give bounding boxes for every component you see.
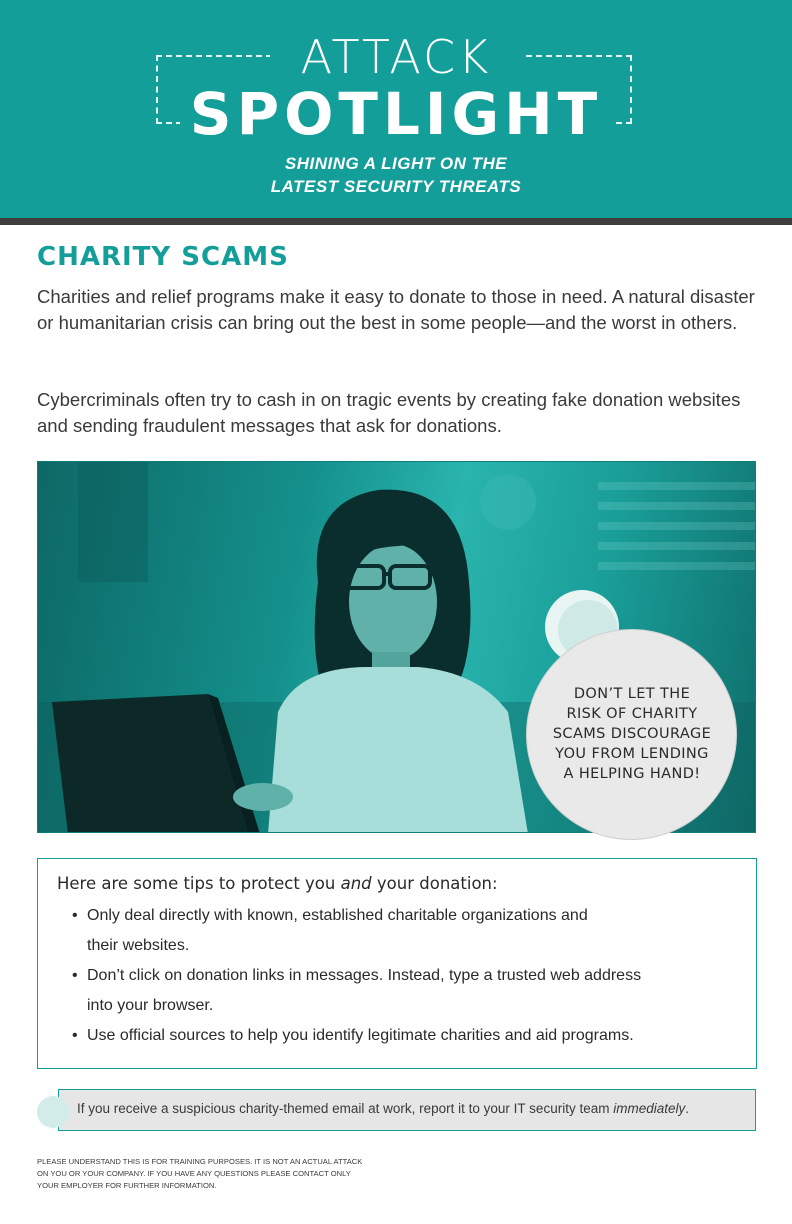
- disclaimer-line-3: YOUR EMPLOYER FOR FURTHER INFORMATION.: [37, 1181, 217, 1190]
- disclaimer-line-2: ON YOU OR YOUR COMPANY. IF YOU HAVE ANY QUESTIONS PLEASE CONTACT ONLY: [37, 1169, 351, 1178]
- tagline: [0, 152, 792, 198]
- title-attack: ATTACK: [300, 30, 492, 84]
- note-emphasis: immediately: [613, 1101, 686, 1116]
- title-spotlight: SPOTLIGHT: [189, 80, 603, 148]
- bullet-icon: •: [72, 1027, 78, 1044]
- tagline-line-1: SHINING A LIGHT ON THE: [284, 154, 508, 173]
- tip-1-line-2: their websites.: [87, 937, 190, 954]
- tip-item-1: [72, 901, 732, 961]
- tips-intro-before: Here are some tips to protect you: [57, 874, 341, 893]
- note-decor-circle: [37, 1096, 69, 1128]
- tip-item-2: [72, 961, 732, 1021]
- tip-2-line-1: Don’t click on donation links in messages. Instead, type a trusted web address: [87, 967, 642, 984]
- tip-2-line-2: into your browser.: [87, 997, 214, 1014]
- tips-intro-after: your donation:: [371, 874, 498, 893]
- callout-text: [540, 684, 724, 784]
- header-banner: [0, 0, 792, 218]
- callout-line-3: SCAMS DISCOURAGE: [552, 726, 712, 742]
- report-note-text: [77, 1101, 747, 1116]
- bullet-icon: •: [72, 967, 78, 984]
- callout-line-4: YOU FROM LENDING: [555, 746, 709, 762]
- disclaimer-line-1: PLEASE UNDERSTAND THIS IS FOR TRAINING PURPOSES. IT IS NOT AN ACTUAL ATTACK: [37, 1157, 363, 1166]
- callout-line-2: RISK OF CHARITY: [566, 706, 698, 722]
- tips-intro-emphasis: and: [340, 874, 372, 893]
- second-paragraph: Cybercriminals often try to cash in on tragic events by creating fake donation websites and sending fraudulent messages that ask for donations.: [37, 389, 741, 436]
- tip-item-3: [72, 1021, 732, 1051]
- tagline-line-2: LATEST SECURITY THREATS: [270, 177, 522, 196]
- training-disclaimer: [37, 1156, 397, 1192]
- intro-paragraph: Charities and relief programs make it easy to donate to those in need. A natural disaster or humanitarian crisis can bring out the best in some people—and the worst in others.: [37, 286, 755, 333]
- note-main: If you receive a suspicious charity-themed email at work, report it to your IT security team: [77, 1101, 614, 1116]
- tip-1-line-1: Only deal directly with known, established charitable organizations and: [87, 907, 588, 924]
- tip-3-line-1: Use official sources to help you identify legitimate charities and aid programs.: [87, 1027, 634, 1044]
- bullet-icon: •: [72, 907, 78, 924]
- article-title: CHARITY SCAMS: [37, 242, 289, 272]
- note-end: .: [685, 1101, 690, 1116]
- tips-intro: [57, 874, 498, 893]
- header-divider-bar: [0, 218, 792, 225]
- callout-line-5: A HELPING HAND!: [563, 766, 701, 782]
- callout-line-1: DON’T LET THE: [573, 686, 691, 702]
